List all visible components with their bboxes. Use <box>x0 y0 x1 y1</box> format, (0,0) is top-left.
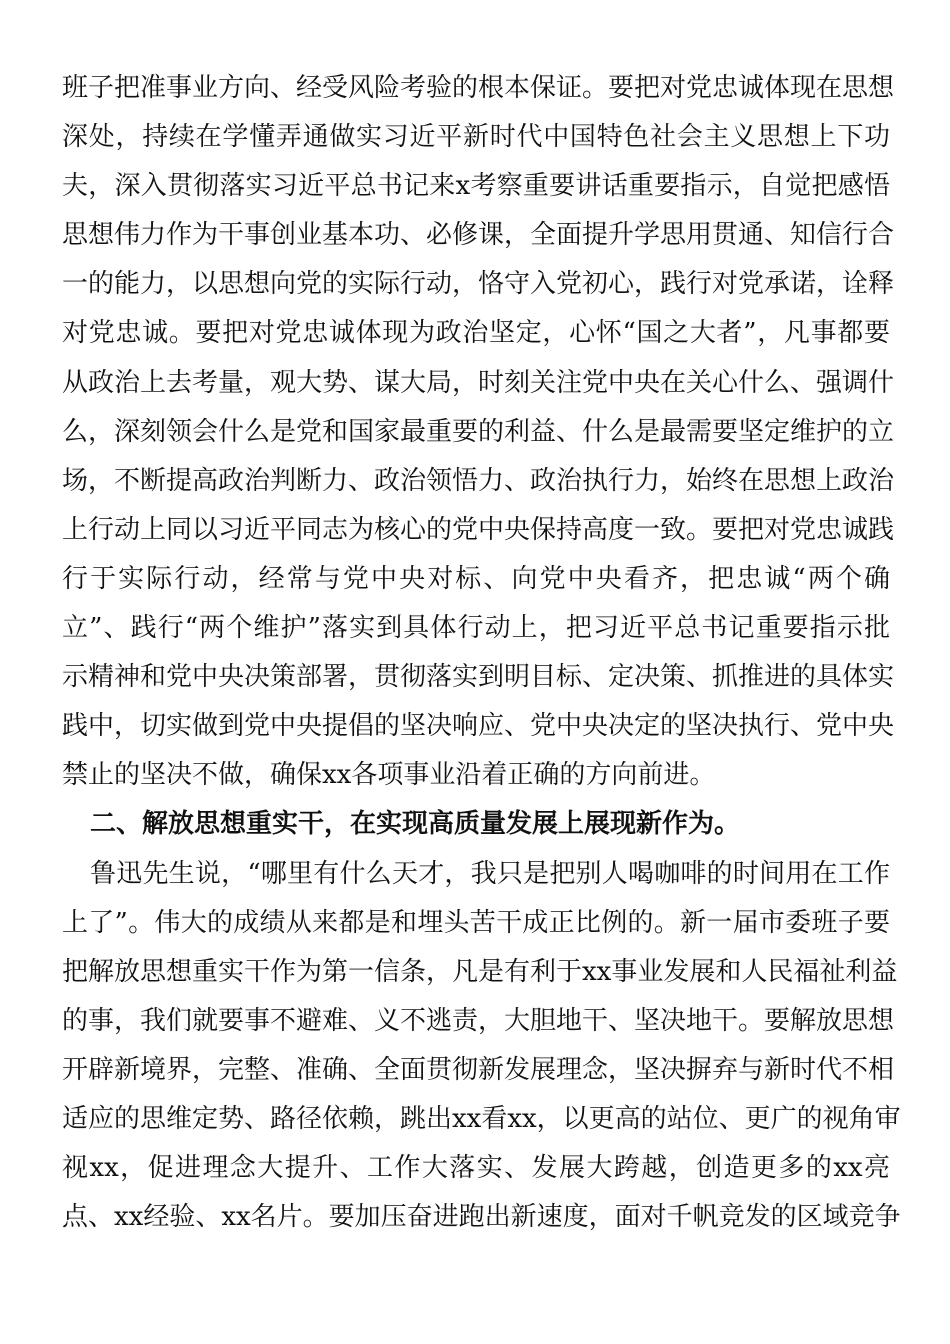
text-line: 上行动上同以习近平同志为核心的党中央保持高度一致。要把对党忠诚践 <box>62 514 895 545</box>
text-line: 一的能力，以思想向党的实际行动，恪守入党初心，践行对党承诺，诠释 <box>62 269 895 300</box>
text-line: 深处，持续在学懂弄通做实习近平新时代中国特色社会主义思想上下功 <box>62 122 890 153</box>
text-line: 点、xx经验、xx名片。要加压奋进跑出新速度，面对千帆竞发的区域竞争 <box>62 1202 901 1233</box>
text-line: 对党忠诚。要把对党忠诚体现为政治坚定，心怀“国之大者”，凡事都要 <box>62 318 890 349</box>
text-line: 夫，深入贯彻落实习近平总书记来x考察重要讲话重要指示，自觉把感悟 <box>62 171 890 202</box>
document-page <box>62 64 901 1242</box>
text-line: 场，不断提高政治判断力、政治领悟力、政治执行力，始终在思想上政治 <box>62 465 895 496</box>
text-line: 视xx，促进理念大提升、工作大落实、发展大跨越，创造更多的xx亮 <box>62 1153 890 1184</box>
text-line: 行于实际行动，经常与党中央对标、向党中央看齐，把忠诚“两个确 <box>62 563 890 594</box>
text-line: 思想伟力作为干事创业基本功、必修课，全面提升学思用贯通、知信行合 <box>62 220 895 251</box>
text-line: 开辟新境界，完整、准确、全面贯彻新发展理念，坚决摒弃与新时代不相 <box>62 1054 895 1085</box>
text-line: 把解放思想重实干作为第一信条，凡是有利于xx事业发展和人民福祉利益 <box>62 956 898 987</box>
text-line: 鲁迅先生说，“哪里有什么天才，我只是把别人喝咖啡的时间用在工作 <box>90 858 890 889</box>
text-line: 从政治上去考量，观大势、谋大局，时刻关注党中央在关心什么、强调什 <box>62 367 895 398</box>
paragraph-loyalty <box>62 64 895 800</box>
text-line: 适应的思维定势、路径依赖，跳出xx看xx，以更高的站位、更广的视角审 <box>62 1103 901 1134</box>
text-line: 立”、践行“两个维护”落实到具体行动上，把习近平总书记重要指示批 <box>62 613 890 644</box>
text-line: 么，深刻领会什么是党和国家最重要的利益、什么是最需要坚定维护的立 <box>62 416 895 447</box>
text-line: 的事，我们就要事不避难、义不逃责，大胆地干、坚决地干。要解放思想 <box>62 1005 895 1036</box>
section-heading: 二、解放思想重实干，在实现高质量发展上展现新作为。 <box>90 809 741 840</box>
text-line: 践中，切实做到党中央提倡的坚决响应、党中央决定的坚决执行、党中央 <box>62 711 895 742</box>
text-line: 示精神和党中央决策部署，贯彻落实到明目标、定决策、抓推进的具体实 <box>62 662 895 693</box>
paragraph-liberate-thinking <box>62 850 901 1243</box>
text-line: 班子把准事业方向、经受风险考验的根本保证。要把对党忠诚体现在思想 <box>62 73 895 103</box>
text-line: 禁止的坚决不做，确保xx各项事业沿着正确的方向前进。 <box>62 760 716 791</box>
text-line: 上了”。伟大的成绩从来都是和埋头苦干成正比例的。新一届市委班子要 <box>62 907 890 938</box>
